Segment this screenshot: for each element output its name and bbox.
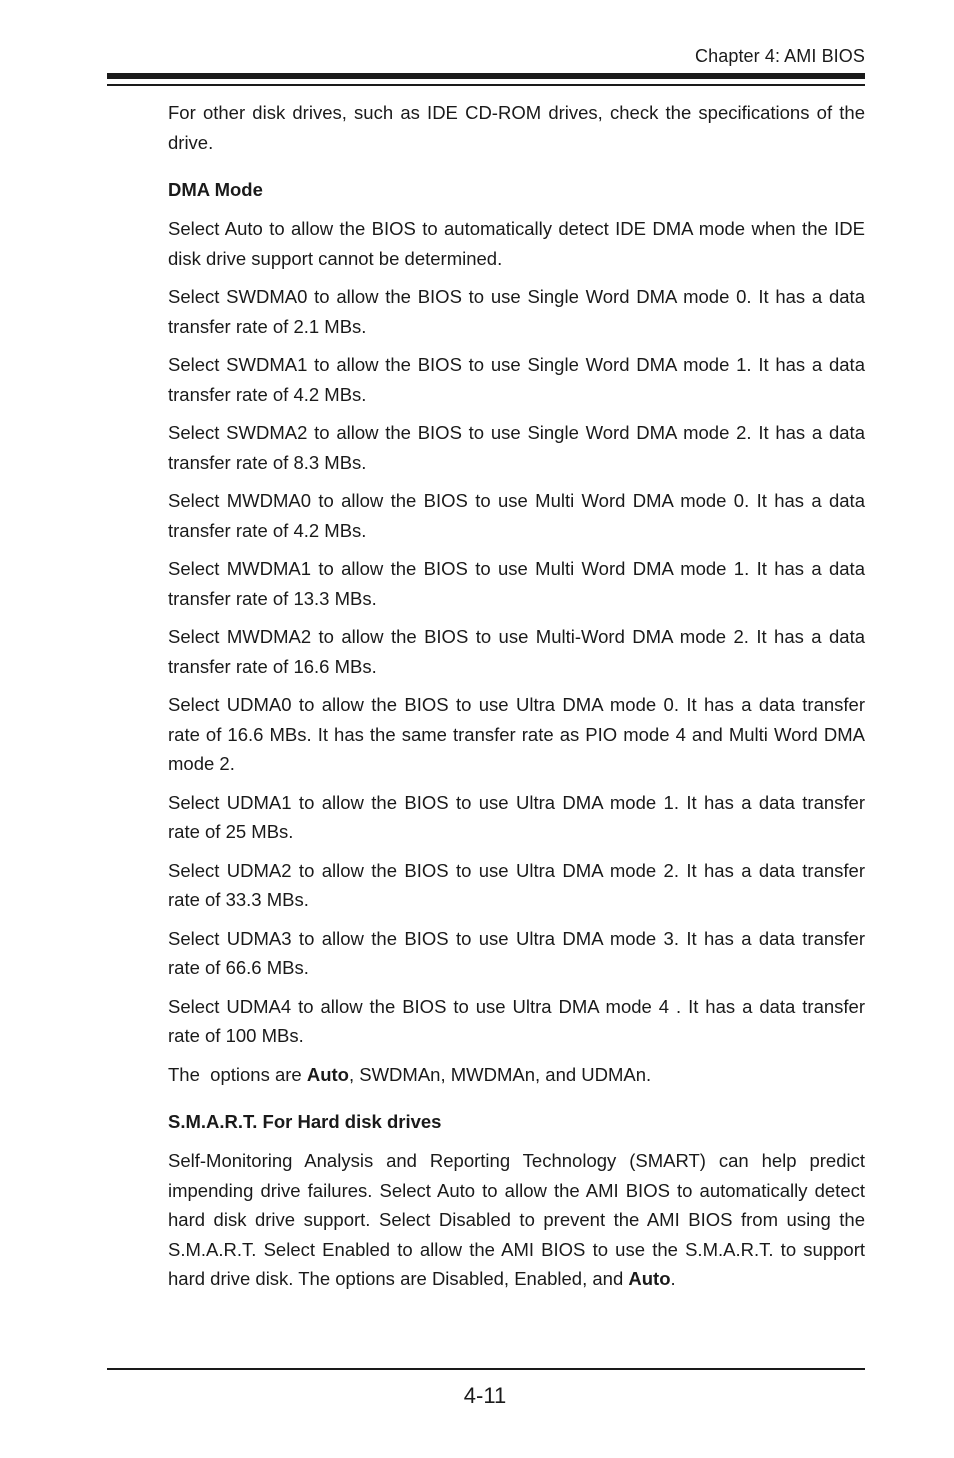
smart-text: Self-Monitoring Analysis and Reporting Technology (SMART) can help predict impending drive failures. Select Auto to allow the AMI BIOS to automatically detect hard disk drive support. Select Disabled to prevent the AMI BIOS from using the S.M.A.R.T. Select Enabled to allow the AMI BIOS to use the S.M.A.R.T. to support hard drive disk. The options are Disabled, Enabled, and (168, 1150, 865, 1289)
smart-default: Auto (628, 1268, 671, 1289)
dma-paragraph-auto: Select Auto to allow the BIOS to automatically detect IDE DMA mode when the IDE disk drive support cannot be determined. (168, 218, 865, 269)
dma-paragraph-udma0: Select UDMA0 to allow the BIOS to use Ultra DMA mode 0. It has a data transfer rate of 16.6 MBs. It has the same transfer rate as PIO mode 4 and Multi Word DMA mode 2. (168, 694, 865, 774)
dma-paragraph-udma1: Select UDMA1 to allow the BIOS to use Ultra DMA mode 1. It has a data transfer rate of 25 MBs. (168, 791, 865, 842)
page-number: 4-11 (463, 1383, 507, 1408)
dma-options-default: Auto (306, 1063, 349, 1085)
dma-paragraph-swdma1: Select SWDMA1 to allow the BIOS to use Single Word DMA mode 1. It has a data transfer rate of 4.2 MBs. (168, 354, 865, 405)
dma-paragraph-mwdma0: Select MWDMA0 to allow the BIOS to use Multi Word DMA mode 0. It has a data transfer rate of 4.2 MBs. (168, 490, 865, 541)
smart-suffix: . (670, 1268, 676, 1289)
header-rule-thin (107, 84, 865, 86)
smart-paragraph (168, 1146, 865, 1294)
chapter-title: Chapter 4: AMI BIOS (695, 46, 865, 66)
dma-options-suffix: , SWDMAn, MWDMAn, and UDMAn. (348, 1063, 652, 1085)
page-content (168, 98, 865, 1303)
dma-paragraph-udma4: Select UDMA4 to allow the BIOS to use Ultra DMA mode 4 . It has a data transfer rate of 100 MBs. (168, 995, 865, 1046)
dma-options-paragraph (168, 1060, 865, 1090)
footer-rule (107, 1368, 865, 1370)
header-rule-thick (107, 73, 865, 79)
dma-paragraph-swdma0: Select SWDMA0 to allow the BIOS to use Single Word DMA mode 0. It has a data transfer rate of 2.1 MBs. (168, 286, 865, 337)
dma-paragraph-mwdma1: Select MWDMA1 to allow the BIOS to use Multi Word DMA mode 1. It has a data transfer rate of 13.3 MBs. (168, 558, 865, 609)
dma-paragraph-udma3: Select UDMA3 to allow the BIOS to use Ultra DMA mode 3. It has a data transfer rate of 66.6 MBs. (168, 927, 865, 978)
dma-mode-heading: DMA Mode (168, 179, 263, 200)
dma-paragraph-udma2: Select UDMA2 to allow the BIOS to use Ultra DMA mode 2. It has a data transfer rate of 33.3 MBs. (168, 859, 865, 910)
smart-heading: S.M.A.R.T. For Hard disk drives (168, 1111, 442, 1132)
intro-paragraph: For other disk drives, such as IDE CD-ROM drives, check the specifications of the drive. (168, 102, 865, 153)
dma-paragraph-swdma2: Select SWDMA2 to allow the BIOS to use Single Word DMA mode 2. It has a data transfer rate of 8.3 MBs. (168, 422, 865, 473)
dma-options-prefix: The options are (168, 1063, 307, 1085)
dma-paragraph-mwdma2: Select MWDMA2 to allow the BIOS to use Multi-Word DMA mode 2. It has a data transfer rate of 16.6 MBs. (168, 626, 865, 677)
